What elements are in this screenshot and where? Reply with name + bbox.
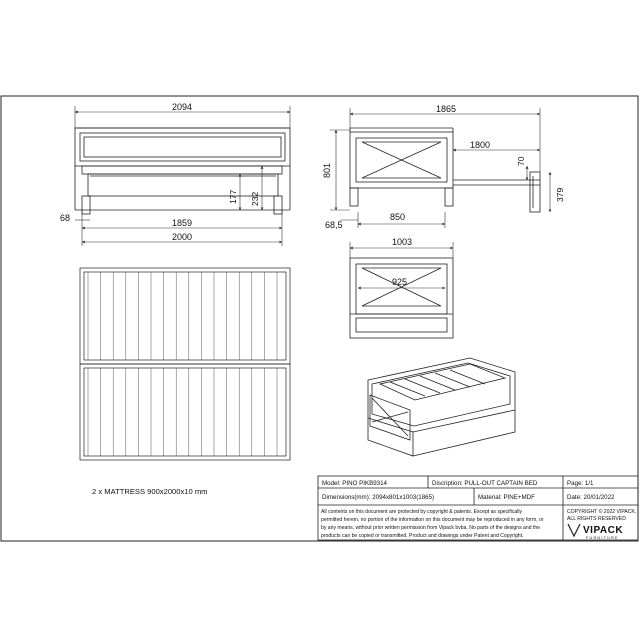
tb-date: Date: 20/01/2022 bbox=[567, 494, 615, 501]
dim-front-drawer-height: 177 bbox=[228, 189, 238, 204]
tb-legal-1: All contents on this document are protected by copyright & patents. Except as specifically bbox=[321, 509, 523, 515]
dim-front-total-width: 2094 bbox=[172, 102, 193, 112]
mattress-note: 2 x MATTRESS 900x2000x10 mm bbox=[92, 487, 208, 496]
tb-page: Page: 1/1 bbox=[567, 480, 594, 487]
dim-side-leg-offset: 68,5 bbox=[325, 220, 343, 230]
dim-side-mattress-height: 70 bbox=[516, 156, 526, 166]
dim-front-inner-width: 1859 bbox=[172, 218, 193, 228]
dim-top-total-depth: 1003 bbox=[392, 237, 413, 247]
dim-front-leg-offset: 68 bbox=[60, 213, 71, 223]
tb-model: Model: PINO PIKB9314 bbox=[322, 480, 388, 487]
tb-material: Material: PINE+MDF bbox=[478, 494, 535, 501]
dim-top-inner-depth: 925 bbox=[392, 277, 408, 287]
tb-copyright-2: ALL RIGHTS RESERVED bbox=[567, 516, 626, 522]
side-dimensions bbox=[330, 108, 550, 228]
dim-front-drawer-height2: 232 bbox=[250, 191, 260, 206]
plan-view bbox=[80, 268, 290, 460]
tb-brand-sub: FURNITURE bbox=[586, 536, 619, 540]
isometric-view bbox=[368, 358, 515, 456]
vipack-logo-icon bbox=[568, 524, 580, 536]
tb-dimensions: Dimensions(mm): 2094x801x1003(1865) bbox=[322, 494, 435, 501]
tb-legal-4: products can be copied or transmitted. Product and drawings under Patent and Copyright. bbox=[321, 533, 524, 539]
dim-side-total-depth: 1865 bbox=[436, 104, 457, 114]
section-view bbox=[350, 258, 453, 338]
dim-side-pullout-depth: 1800 bbox=[470, 140, 491, 150]
dim-front-frame-width: 2000 bbox=[172, 232, 193, 242]
tb-copyright-1: COPYRIGHT © 2022 VIPACK, bbox=[567, 509, 637, 515]
dim-side-pullout-height: 379 bbox=[555, 187, 565, 202]
tb-legal-2: permitted herein, no portion of the information on this document may be reproduced in any form, or bbox=[321, 517, 544, 523]
tb-legal-3: by any means, without prior written permission from Vipack bvba. No parts of the designs and the bbox=[321, 525, 541, 531]
tb-description: Discription: PULL-OUT CAPTAIN BED bbox=[432, 480, 538, 487]
tb-brand: VIPACK bbox=[583, 525, 624, 536]
sheet-border bbox=[1, 96, 638, 541]
dim-side-inner-depth: 850 bbox=[390, 212, 406, 222]
dim-side-height: 801 bbox=[322, 162, 332, 178]
side-view bbox=[350, 128, 540, 212]
